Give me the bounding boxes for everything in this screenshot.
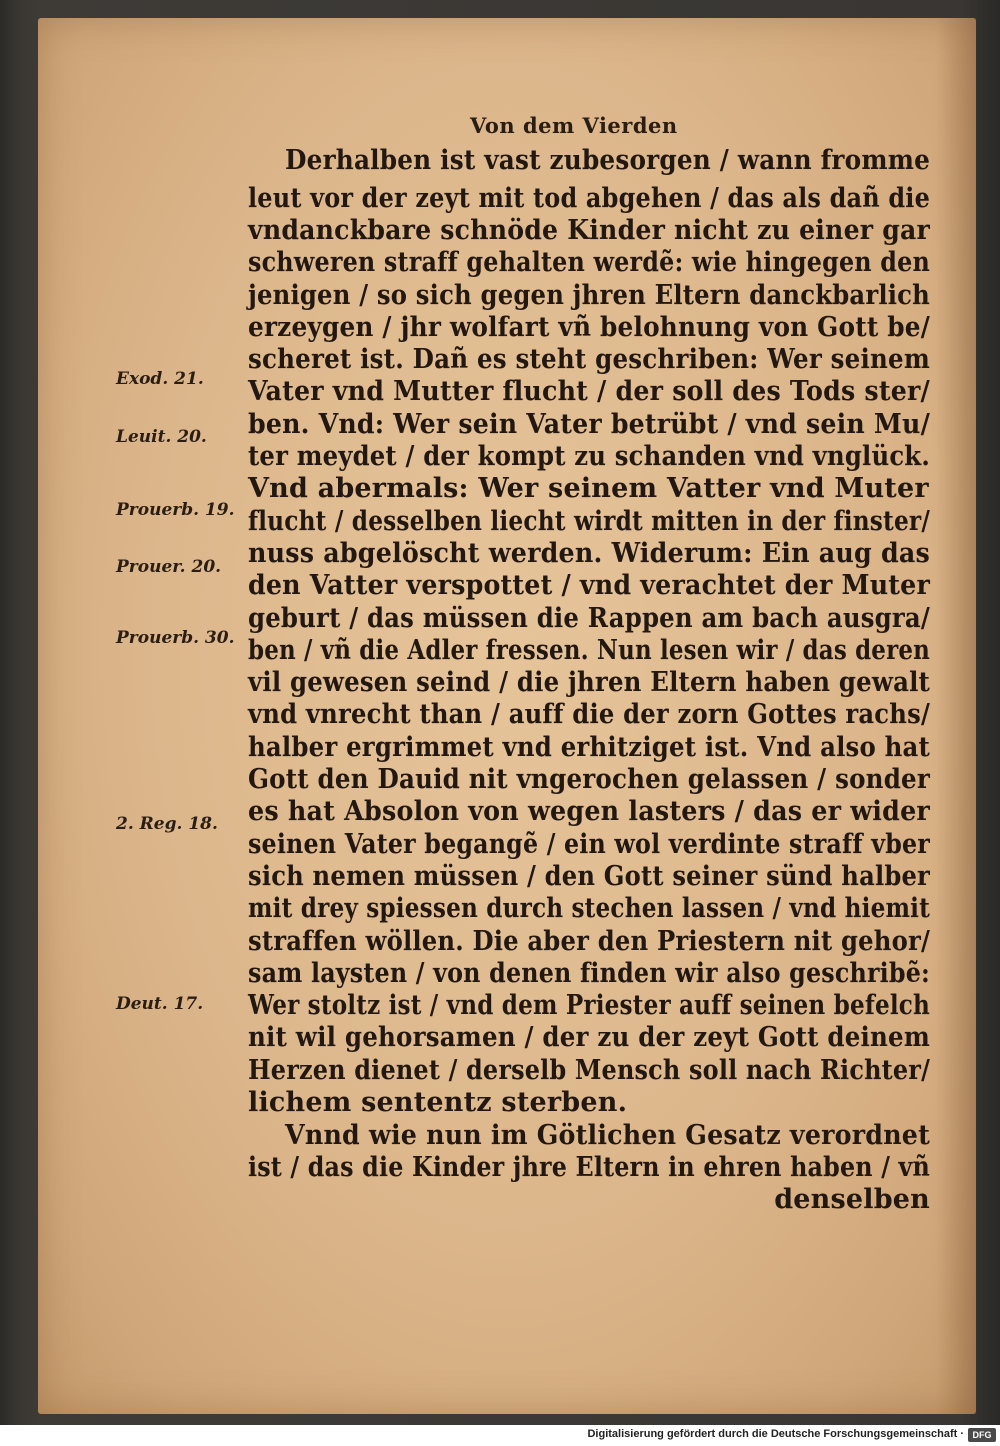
text-line: Vater vnd Mutter flucht / der soll des Tods ster/ (248, 376, 930, 407)
text-line: leut vor der zeyt mit tod abgehen / das als dañ die (248, 183, 930, 214)
text-line: Derhalben ist vast zubesorgen / wann fromme (285, 145, 930, 176)
text-line: schweren straff gehalten werdẽ: wie hingegen den (248, 247, 930, 278)
footer-bar (0, 1425, 1000, 1446)
margin-note: Prouerb. 19. (116, 500, 235, 520)
text-line: vndanckbare schnöde Kinder nicht zu einer gar (248, 215, 930, 246)
text-line: jenigen / so sich gegen jhren Eltern danckbarlich (248, 280, 930, 311)
text-line: es hat Absolon von wegen lasters / das er wider (248, 796, 930, 827)
text-line: ben. Vnd: Wer sein Vater betrübt / vnd sein Mu/ (248, 409, 930, 440)
text-line: flucht / desselben liecht wirdt mitten in der finster/ (248, 506, 930, 537)
text-line: Herzen dienet / derselb Mensch soll nach Richter/ (248, 1055, 930, 1086)
text-line: lichem sententz sterben. (248, 1087, 628, 1118)
margin-note: Deut. 17. (116, 994, 204, 1014)
text-line: halber ergrimmet vnd erhitziget ist. Vnd also hat (248, 732, 930, 763)
text-line: geburt / das müssen die Rappen am bach ausgra/ (248, 603, 930, 634)
text-line: ben / vñ die Adler fressen. Nun lesen wir / das deren (248, 635, 930, 666)
margin-note: Prouer. 20. (116, 557, 222, 577)
text-line: nuss abgelöscht werden. Widerum: Ein aug das (248, 538, 930, 569)
text-line: sich nemen müssen / den Gott seiner sünd halber (248, 861, 930, 892)
text-line: erzeygen / jhr wolfart vñ belohnung von Gott be/ (248, 312, 930, 343)
margin-note: Leuit. 20. (116, 427, 207, 447)
dfg-logo: DFG (968, 1428, 996, 1442)
text-line: sam laysten / von denen finden wir also geschribẽ: (248, 958, 930, 989)
margin-note: 2. Reg. 18. (116, 814, 218, 834)
text-line: Gott den Dauid nit vngerochen gelassen / sonder (248, 764, 930, 795)
text-line: ter meydet / der kompt zu schanden vnd vnglück. (248, 441, 930, 472)
text-line: Vnnd wie nun im Götlichen Gesatz verordnet (285, 1120, 930, 1151)
text-line: Vnd abermals: Wer seinem Vatter vnd Muter (248, 473, 929, 504)
text-line: nit wil gehorsamen / der zu der zeyt Gott deinem (248, 1022, 930, 1053)
text-line: Wer stoltz ist / vnd dem Priester auff seinen befelch (248, 990, 930, 1021)
funding-credit: Digitalisierung gefördert durch die Deutsche Forschungsgemeinschaft · (587, 1428, 964, 1440)
margin-note: Prouerb. 30. (116, 628, 235, 648)
text-line: vnd vnrecht than / auff die der zorn Gottes rachs/ (248, 699, 930, 730)
catchword: denselben (774, 1184, 930, 1215)
text-line: scheret ist. Dañ es steht geschriben: Wer seinem (248, 344, 930, 375)
text-line: seinen Vater begangẽ / ein wol verdinte straff vber (248, 829, 930, 860)
text-line: mit drey spiessen durch stechen lassen / vnd hiemit (248, 893, 930, 924)
text-line: den Vatter verspottet / vnd verachtet der Muter (248, 570, 930, 601)
text-line: vil gewesen seind / die jhren Eltern haben gewalt (248, 667, 930, 698)
running-header: Von dem Vierden (470, 113, 678, 138)
text-line: ist / das die Kinder jhre Eltern in ehren haben / vñ (248, 1152, 930, 1183)
margin-note: Exod. 21. (116, 369, 204, 389)
text-line: straffen wöllen. Die aber den Priestern nit gehor/ (248, 926, 930, 957)
